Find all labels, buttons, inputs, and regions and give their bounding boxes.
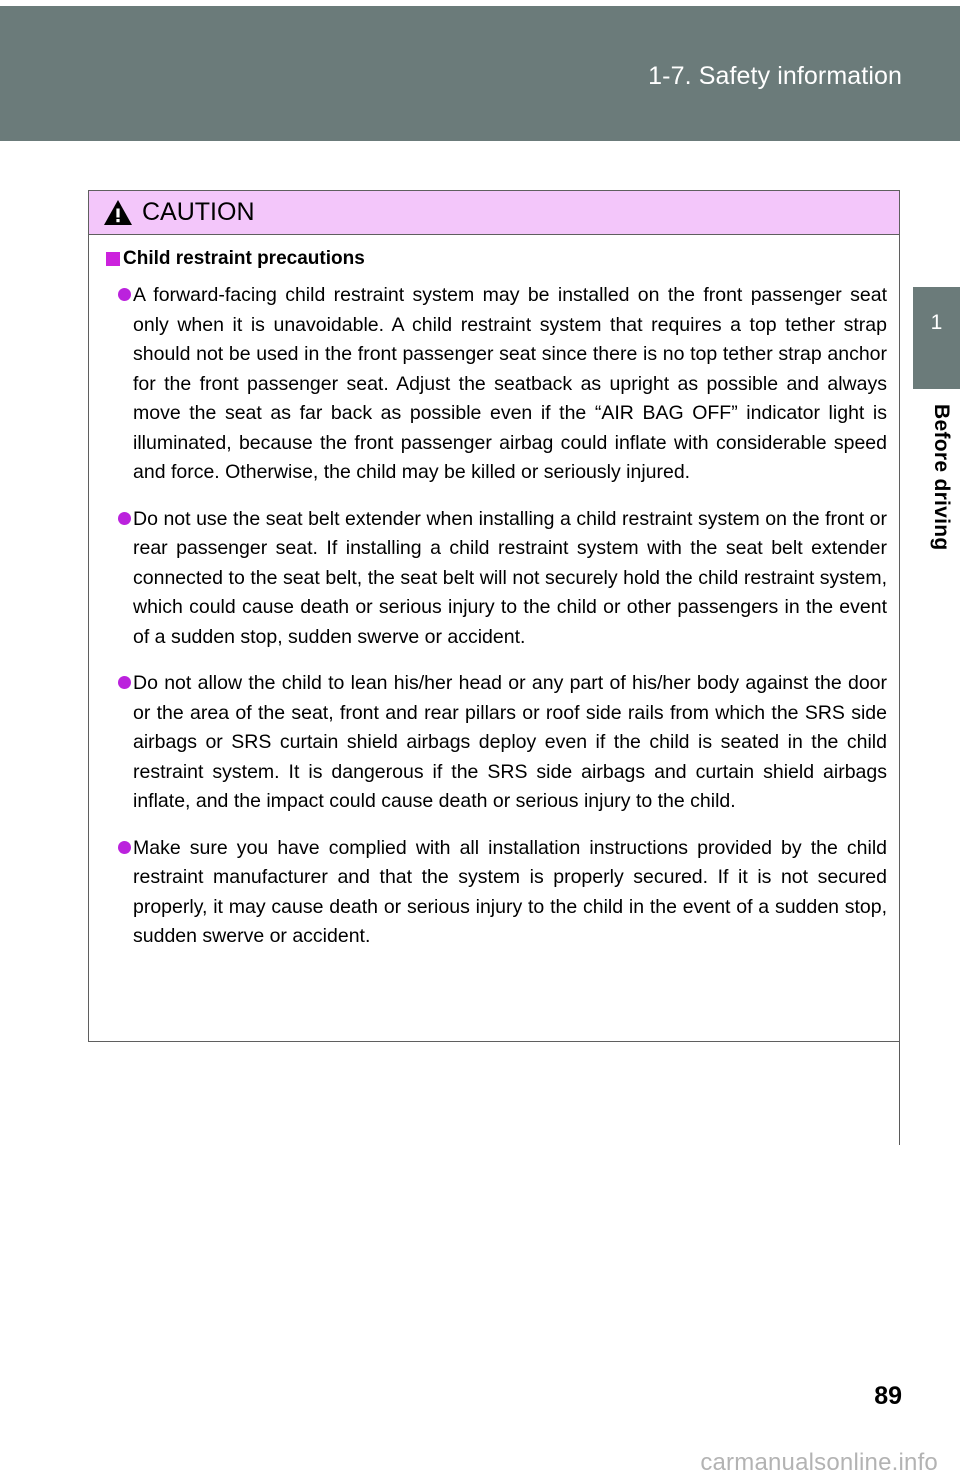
caution-section-heading-text: Child restraint precautions <box>123 248 365 269</box>
caution-header <box>89 191 899 235</box>
site-watermark: carmanualsonline.info <box>700 1449 938 1476</box>
list-item <box>101 669 887 817</box>
dot-bullet-icon <box>118 288 131 301</box>
chapter-name-vertical: Before driving <box>930 404 953 551</box>
square-bullet-icon <box>106 252 120 266</box>
caution-label: CAUTION <box>142 198 255 226</box>
chapter-tab <box>913 287 960 389</box>
chapter-number: 1 <box>930 311 943 334</box>
caution-section-heading <box>101 248 887 270</box>
list-item-text: Do not allow the child to lean his/her head or any part of his/her body against the door or the area of the seat, front and rear pillars or roof side rails from which the SRS side airbags or SRS curtain shield airbags deploy even if the child is seated in the child restraint system. It is dangerous if the SRS side airbags and curtain shield airbags inflate, and the impact could cause death or serious injury to the child. <box>133 672 887 812</box>
dot-bullet-icon <box>118 841 131 854</box>
caution-box <box>88 190 900 1042</box>
page-number: 89 <box>874 1382 902 1410</box>
warning-triangle-icon <box>103 199 133 226</box>
list-item <box>101 834 887 952</box>
page-header-band <box>0 6 960 141</box>
list-item <box>101 505 887 653</box>
dot-bullet-icon <box>118 512 131 525</box>
caution-body <box>89 235 899 952</box>
list-item <box>101 281 887 488</box>
dot-bullet-icon <box>118 676 131 689</box>
list-item-text: Do not use the seat belt extender when installing a child restraint system on the front or rear passenger seat. If installing a child restraint system with the seat belt extender connected to the seat belt, the seat belt will not securely hold the child restraint system, which could cause death or serious injury to the child or other passengers in the event of a sudden stop, sudden swerve or accident. <box>133 507 887 648</box>
list-item-text: A forward-facing child restraint system may be installed on the front passenger seat only when it is unavoidable. A child restraint system that requires a top tether strap should not be used in the front passenger seat since there is no top tether strap anchor for the front passenger seat. Adjust the seatback as upright as possible and always move the seat as far back as possible even if the “AIR BAG OFF” indicator light is illuminated, because the front passenger airbag could inflate with considerable speed and force. Otherwise, the child may be killed or seriously injured. <box>133 284 887 483</box>
list-item-text: Make sure you have complied with all installation instructions provided by the child restraint manufacturer and that the system is properly secured. If it is not secured properly, it may cause death or serious injury to the child in the event of a sudden stop, sudden swerve or accident. <box>133 836 887 947</box>
page-header-title: 1-7. Safety information <box>648 62 902 90</box>
